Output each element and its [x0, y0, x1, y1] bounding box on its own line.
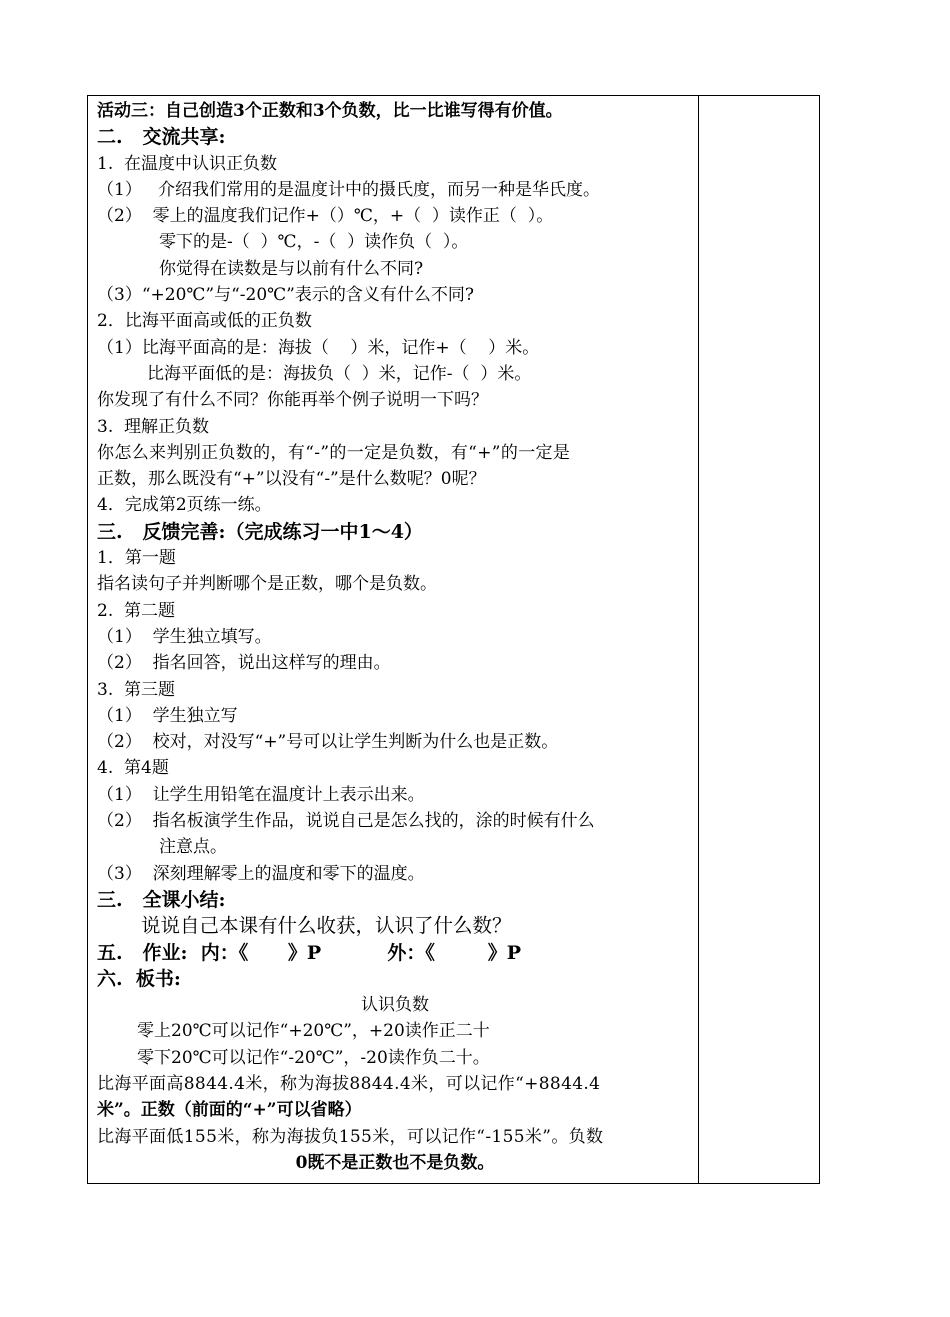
exercise-4-item-2-cont: 注意点。 — [159, 837, 227, 858]
point-3-text-a: 你怎么来判别正负数的，有“-”的一定是负数，有“+”的一定是 — [97, 442, 571, 463]
lesson-plan-table — [87, 95, 820, 1184]
exercise-2-item-2: （2） 指名回答，说出这样写的理由。 — [97, 653, 391, 674]
column-divider — [698, 96, 699, 1183]
exercise-4-heading: 4. 第4题 — [97, 758, 169, 779]
exercise-3-heading: 3. 第三题 — [97, 679, 176, 700]
point-4-heading: 4．完成第2页练一练。 — [97, 495, 272, 516]
exercise-1-heading: 1．第一题 — [97, 548, 176, 569]
point-1-item-2: （2） 零上的温度我们记作+（）℃，+（ ）读作正（ ）。 — [97, 206, 554, 227]
board-line-5: 0既不是正数也不是负数。 — [295, 1152, 495, 1173]
exercise-3-item-2: （2） 校对，对没写“+”号可以让学生判断为什么也是正数。 — [97, 732, 559, 753]
point-1-heading: 1. 在温度中认识正负数 — [97, 153, 278, 174]
exercise-4-item-2: （2） 指名板演学生作品，说说自己是怎么找的，涂的时候有什么 — [97, 811, 595, 832]
board-line-4: 比海平面低155米，称为海拔负155米，可以记作“-155米”。负数 — [97, 1126, 604, 1147]
summary-text: 说说自己本课有什么收获，认识了什么数？ — [141, 914, 512, 938]
exercise-3-item-1: （1） 学生独立写 — [97, 705, 238, 726]
board-line-3a: 比海平面高8844.4米，称为海拔8844.4米，可以记作“+8844.4 — [97, 1073, 601, 1094]
exercise-4-item-1: （1） 让学生用铅笔在温度计上表示出来。 — [97, 784, 425, 805]
point-3-heading: 3. 理解正负数 — [97, 416, 210, 437]
activity-three-line: 活动三：自己创造3个正数和3个负数，比一比谁写得有价值。 — [97, 101, 563, 121]
point-1-item-2-question: 你觉得在读数是与以前有什么不同? — [159, 258, 424, 279]
point-3-text-b: 正数，那么既没有“+”以没有“-”是什么数呢？0呢？ — [97, 469, 486, 490]
board-line-2: 零下20℃可以记作“-20℃”，-20读作负二十。 — [137, 1047, 490, 1068]
board-title: 认识负数 — [361, 995, 429, 1016]
point-2-item-1: （1）比海平面高的是：海拔（ ）米，记作+（ ）米。 — [97, 337, 540, 358]
exercise-2-item-1: （1） 学生独立填写。 — [97, 626, 272, 647]
board-heading: 六. 板书: — [97, 967, 181, 990]
exercise-1-text: 指名读句子并判断哪个是正数，哪个是负数。 — [97, 574, 437, 595]
summary-heading: 三. 全课小结: — [97, 888, 226, 911]
point-2-heading: 2．比海平面高或低的正负数 — [97, 311, 312, 332]
point-1-item-2-below-zero: 零下的是-（ ）℃，-（ ）读作负（ ）。 — [159, 232, 469, 253]
board-line-1: 零上20℃可以记作“+20℃”，+20读作正二十 — [137, 1021, 490, 1042]
section-two-heading: 二. 交流共享: — [97, 126, 226, 149]
homework-line: 五. 作业: 内：《 》P 外：《 》P — [97, 941, 522, 964]
board-line-3b: 米”。正数（前面的“+”可以省略） — [97, 1100, 362, 1121]
point-2-item-1-below: 比海平面低的是：海拔负（ ）米，记作-（ ）米。 — [147, 363, 532, 384]
lesson-content-cell — [97, 98, 693, 1176]
section-three-heading: 三. 反馈完善:（完成练习一中1～4） — [97, 520, 423, 543]
point-2-question: 你发现了有什么不同？你能再举个例子说明一下吗？ — [97, 390, 488, 411]
exercise-2-heading: 2. 第二题 — [97, 600, 176, 621]
exercise-4-item-3: （3） 深刻理解零上的温度和零下的温度。 — [97, 863, 425, 884]
point-1-item-3: （3）“+20℃”与“-20℃”表示的含义有什么不同? — [97, 285, 474, 306]
point-1-item-1: （1） 介绍我们常用的是温度计中的摄氏度，而另一种是华氏度。 — [97, 179, 601, 200]
